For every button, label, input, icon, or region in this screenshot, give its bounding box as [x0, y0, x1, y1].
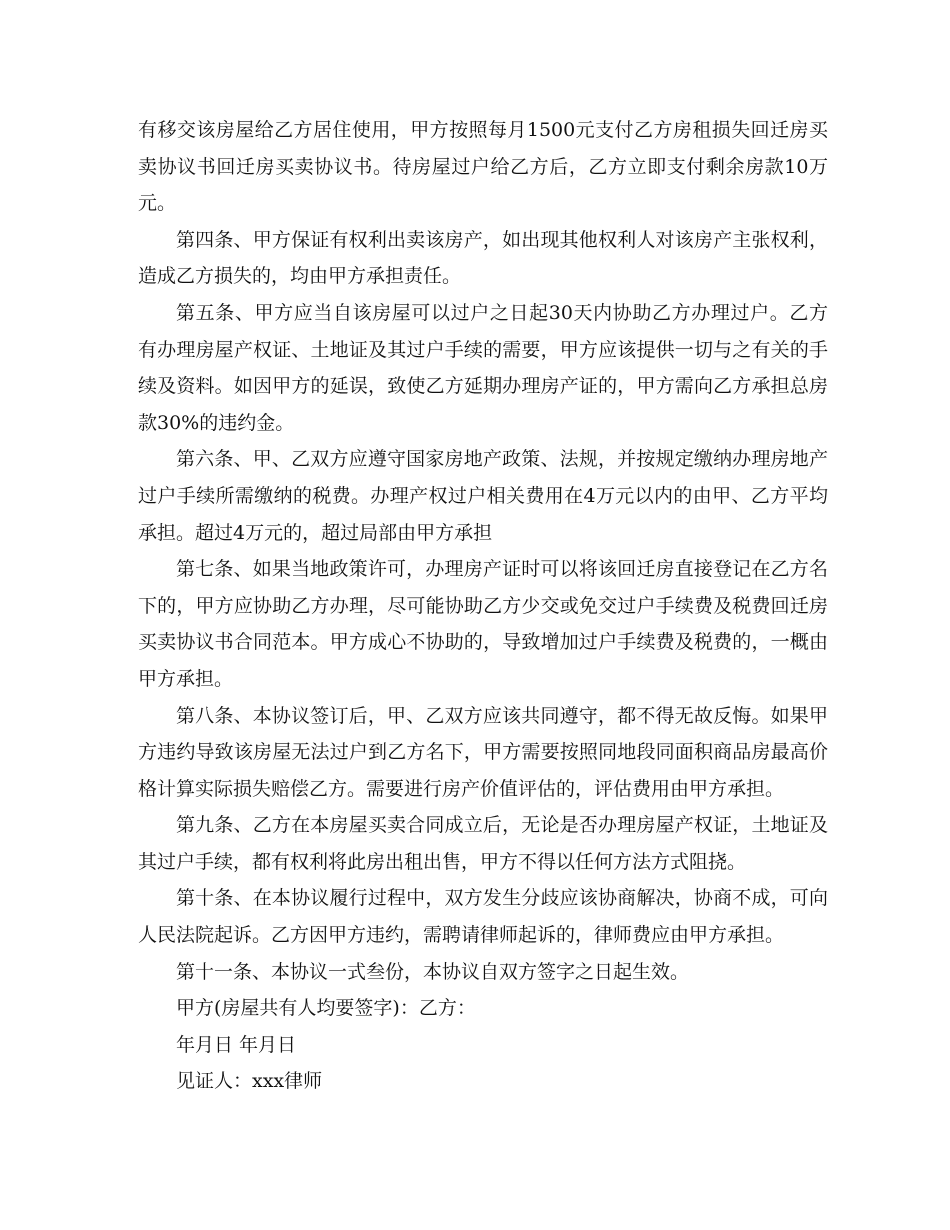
witness-line: 见证人：xxx律师: [176, 1070, 323, 1093]
signature-parties-line: 甲方(房屋共有人均要签字)：乙方：: [176, 997, 476, 1020]
article-4-line: 第四条、甲方保证有权利出卖该房产，如出现其他权利人对该房产主张权利，: [176, 228, 828, 251]
text-line: 下的，甲方应协助乙方办理，尽可能协助乙方少交或免交过户手续费及税费回迁房: [138, 594, 828, 617]
text-line: 卖协议书回迁房买卖协议书。待房屋过户给乙方后，乙方立即支付剩余房款10万: [138, 155, 828, 178]
text-line: 承担。超过4万元的，超过局部由甲方承担: [138, 521, 493, 544]
article-8-line: 第八条、本协议签订后，甲、乙双方应该共同遵守，都不得无故反悔。如果甲: [176, 704, 828, 727]
text-line: 人民法院起诉。乙方因甲方违约，需聘请律师起诉的，律师费应由甲方承担。: [138, 924, 785, 947]
text-line: 其过户手续，都有权利将此房出租出售，甲方不得以任何方法方式阻挠。: [138, 850, 747, 873]
text-line: 过户手续所需缴纳的税费。办理产权过户相关费用在4万元以内的由甲、乙方平均: [138, 484, 828, 507]
text-line: 有办理房屋产权证、土地证及其过户手续的需要，甲方应该提供一切与之有关的手: [138, 338, 828, 361]
article-6-line: 第六条、甲、乙双方应遵守国家房地产政策、法规，并按规定缴纳办理房地产: [176, 448, 828, 471]
article-9-line: 第九条、乙方在本房屋买卖合同成立后，无论是否办理房屋产权证，土地证及: [176, 814, 828, 837]
text-line: 款30%的违约金。: [138, 411, 295, 434]
text-line: 买卖协议书合同范本。甲方成心不协助的，导致增加过户手续费及税费的，一概由: [138, 631, 828, 654]
article-5-line: 第五条、甲方应当自该房屋可以过户之日起30天内协助乙方办理过户。乙方: [176, 301, 828, 324]
text-line: 造成乙方损失的，均由甲方承担责任。: [138, 265, 462, 288]
article-10-line: 第十条、在本协议履行过程中，双方发生分歧应该协商解决，协商不成，可向: [176, 887, 828, 910]
text-line: 甲方承担。: [138, 667, 234, 690]
text-line: 格计算实际损失赔偿乙方。需要进行房产价值评估的，评估费用由甲方承担。: [138, 777, 785, 800]
text-line: 有移交该房屋给乙方居住使用，甲方按照每月1500元支付乙方房租损失回迁房买: [138, 119, 828, 141]
article-11-line: 第十一条、本协议一式叁份，本协议自双方签字之日起生效。: [176, 960, 690, 983]
document-page: [138, 112, 828, 1100]
text-line: 元。: [138, 192, 177, 215]
text-line: 方违约导致该房屋无法过户到乙方名下，甲方需要按照同地段同面积商品房最高价: [138, 741, 828, 764]
text-line: 续及资料。如因甲方的延误，致使乙方延期办理房产证的，甲方需向乙方承担总房: [138, 375, 828, 398]
article-7-line: 第七条、如果当地政策许可，办理房产证时可以将该回迁房直接登记在乙方名: [176, 558, 828, 581]
signature-date-line: 年月日 年月日: [176, 1033, 297, 1056]
